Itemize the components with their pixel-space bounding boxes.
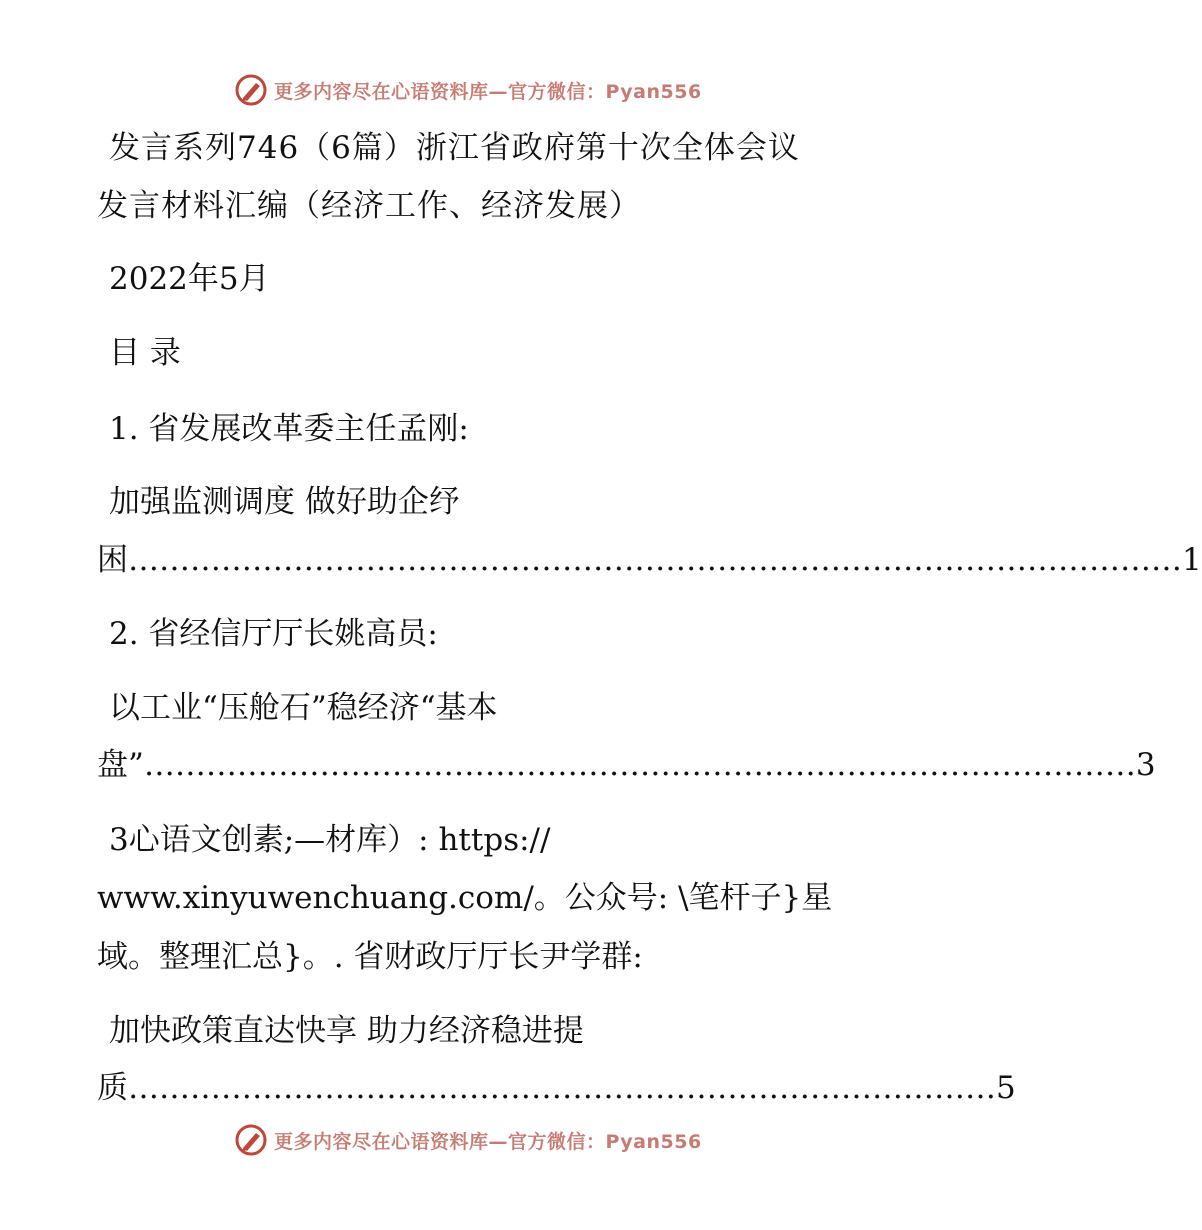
- toc-item-2-page: 3: [1135, 747, 1156, 783]
- toc-item-1-leader[interactable]: [97, 540, 1202, 580]
- title-line-1: 发言系列746（6篇）浙江省政府第十次全体会议: [109, 130, 800, 166]
- toc-item-3-page: 5: [996, 1070, 1016, 1106]
- toc-item-1-heading: 1. 省发展改革委主任孟刚:: [109, 411, 469, 447]
- toc-heading: 目 录: [109, 335, 181, 371]
- watermark-header: [234, 72, 754, 108]
- toc-item-3-dots: …………………………………………………………………………: [128, 1070, 996, 1106]
- toc-item-3-heading-line-3: 域。整理汇总}。. 省财政厅厅长尹学群:: [97, 939, 643, 975]
- date: 2022年5月: [109, 261, 270, 297]
- pen-logo-icon: [234, 73, 268, 107]
- watermark-footer: [234, 1122, 754, 1158]
- title-line-2: 发言材料汇编（经济工作、经济发展）: [97, 188, 641, 224]
- watermark-text: 更多内容尽在心语资料库—官方微信：Pyan556: [274, 1130, 702, 1153]
- watermark-text: 更多内容尽在心语资料库—官方微信：Pyan556: [274, 80, 702, 103]
- toc-item-3-heading-line-1: 3心语文创素;—材库）: https://: [109, 822, 551, 858]
- toc-item-2-dots: ……………………………………………………………………………………: [143, 747, 1136, 783]
- toc-item-1-page: 1: [1182, 542, 1202, 578]
- toc-item-1-tail: 困: [97, 542, 128, 578]
- toc-item-3-leader[interactable]: [97, 1068, 1016, 1108]
- toc-item-2-tail: 盘”: [97, 747, 144, 783]
- toc-item-3-heading-line-2: www.xinyuwenchuang.com/。公众号: \笔杆子}星: [97, 880, 833, 916]
- toc-item-3-tail: 质: [97, 1070, 128, 1106]
- pen-logo-icon: [234, 1123, 268, 1157]
- toc-item-1-subtitle: 加强监测调度 做好助企纾: [109, 484, 460, 520]
- toc-item-2-leader[interactable]: [97, 745, 1156, 785]
- toc-item-3-subtitle: 加快政策直达快享 助力经济稳进提: [109, 1013, 584, 1049]
- toc-item-1-dots: …………………………………………………………………………………………: [128, 542, 1182, 578]
- toc-item-2-heading: 2. 省经信厅厅长姚高员:: [109, 616, 438, 652]
- toc-item-2-subtitle: 以工业“压舱石”稳经济“基本: [109, 690, 498, 726]
